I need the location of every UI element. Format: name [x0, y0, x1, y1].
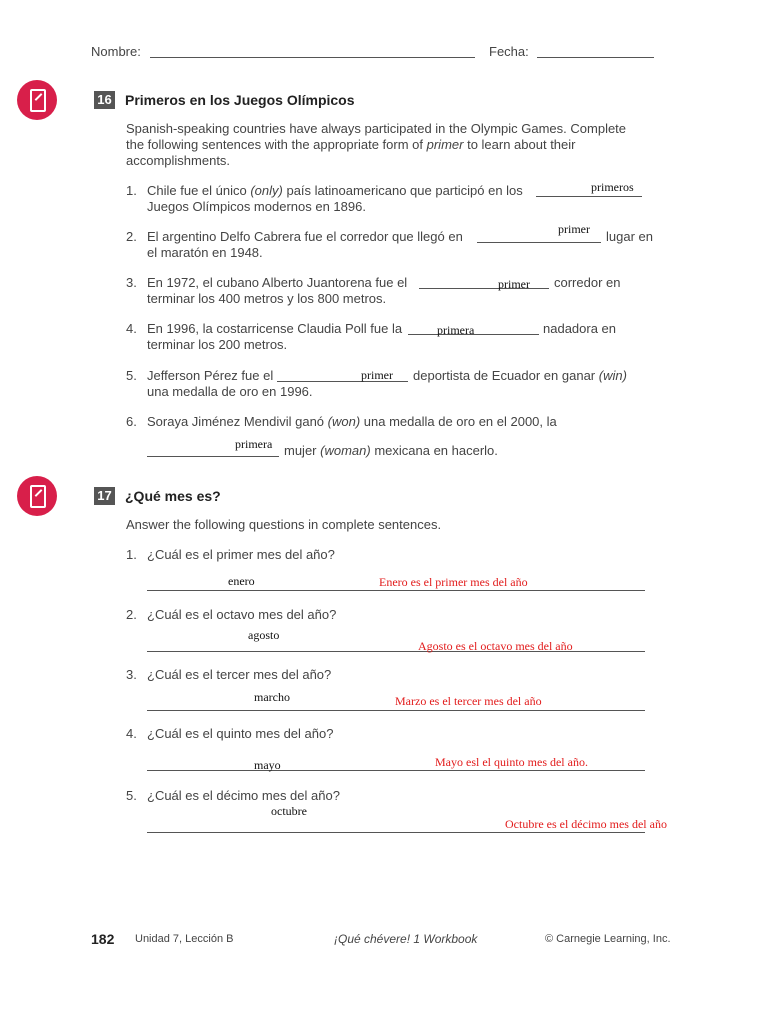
activity-17-title: ¿Qué mes es?: [125, 488, 221, 504]
text: (won): [327, 414, 361, 429]
text: (woman): [320, 443, 371, 458]
item-text-line2: terminar los 200 metros.: [147, 337, 288, 352]
handwritten-answer: agosto: [248, 628, 280, 642]
item-text-line2: una medalla de oro en 1996.: [147, 384, 313, 399]
tablet-icon[interactable]: [17, 80, 57, 120]
item-text: En 1996, la costarricense Claudia Poll fue la: [147, 321, 403, 336]
item-number: 1.: [126, 183, 137, 198]
activity-number-17: 17: [94, 487, 115, 505]
question-text: ¿Cuál es el quinto mes del año?: [147, 726, 334, 741]
handwritten-answer: mayo: [254, 758, 281, 772]
handwritten-answer: primera: [235, 437, 273, 451]
intro-text: to learn about their: [463, 137, 576, 152]
item-text-line2: [284, 443, 498, 458]
answer-blank[interactable]: [536, 196, 642, 197]
text: Soraya Jiménez Mendivil ganó: [147, 414, 328, 429]
handwritten-answer: primera: [437, 323, 475, 337]
copyright: © Carnegie Learning, Inc.: [545, 933, 671, 945]
item-number: 5.: [126, 368, 137, 383]
handwritten-answer: primer: [361, 368, 393, 382]
answer-line[interactable]: [147, 770, 645, 771]
answer-sentence: Enero es el primer mes del año: [379, 575, 528, 589]
item-text: lugar en: [606, 229, 653, 244]
item-text: [413, 368, 627, 383]
answer-sentence: Marzo es el tercer mes del año: [395, 694, 542, 708]
question-text: ¿Cuál es el tercer mes del año?: [147, 667, 332, 682]
text: (only): [250, 183, 283, 198]
text: país latinoamericano que participó en los: [282, 183, 523, 198]
question-text: ¿Cuál es el décimo mes del año?: [147, 788, 340, 803]
handwritten-answer: primer: [558, 222, 590, 236]
item-number: 2.: [126, 229, 137, 244]
question-number: 3.: [126, 667, 137, 682]
intro-text: the following sentences with the appropriate form of: [126, 137, 427, 152]
date-field[interactable]: [537, 57, 654, 58]
book-title: ¡Qué chévere! 1 Workbook: [334, 932, 478, 946]
item-text: Jefferson Pérez fue el: [147, 368, 274, 383]
question-number: 2.: [126, 607, 137, 622]
activity-16-intro-line2: [126, 137, 576, 152]
text: una medalla de oro en el 2000, la: [360, 414, 557, 429]
activity-17-intro: Answer the following questions in complete sentences.: [126, 517, 442, 532]
item-text-line2: Juegos Olímpicos modernos en 1896.: [147, 199, 366, 214]
handwritten-answer: marcho: [254, 690, 290, 704]
item-text: [147, 183, 523, 198]
page-number: 182: [91, 931, 115, 947]
answer-sentence: Octubre es el décimo mes del año: [505, 817, 667, 831]
intro-italic: primer: [426, 137, 464, 152]
question-number: 4.: [126, 726, 137, 741]
answer-blank[interactable]: [477, 242, 601, 243]
item-text: [147, 414, 557, 429]
item-text: corredor en: [554, 275, 621, 290]
text: (win): [598, 368, 627, 383]
question-text: ¿Cuál es el primer mes del año?: [147, 547, 335, 562]
answer-sentence: Mayo esl el quinto mes del año.: [435, 755, 588, 769]
item-number: 4.: [126, 321, 137, 336]
answer-line[interactable]: [147, 590, 645, 591]
unit-label: Unidad 7, Lección B: [135, 933, 234, 945]
item-number: 6.: [126, 414, 137, 429]
handwritten-answer: primeros: [591, 180, 634, 194]
date-label: Fecha:: [489, 44, 529, 59]
handwritten-answer: primer: [498, 277, 530, 291]
answer-blank[interactable]: [147, 456, 279, 457]
answer-line[interactable]: [147, 710, 645, 711]
item-text: El argentino Delfo Cabrera fue el corredor que llegó en: [147, 229, 463, 244]
answer-line[interactable]: [147, 832, 645, 833]
name-label: Nombre:: [91, 44, 141, 59]
activity-16-title: Primeros en los Juegos Olímpicos: [125, 92, 355, 108]
name-field[interactable]: [150, 57, 475, 58]
activity-16-intro-line1: Spanish-speaking countries have always participated in the Olympic Games. Complete: [126, 121, 627, 136]
question-number: 5.: [126, 788, 137, 803]
text: mexicana en hacerlo.: [370, 443, 498, 458]
text: mujer: [284, 443, 321, 458]
activity-16-intro-line3: accomplishments.: [126, 153, 231, 168]
answer-sentence: Agosto es el octavo mes del año: [418, 639, 573, 653]
question-number: 1.: [126, 547, 137, 562]
question-text: ¿Cuál es el octavo mes del año?: [147, 607, 337, 622]
item-text-line2: terminar los 400 metros y los 800 metros.: [147, 291, 387, 306]
activity-number-16: 16: [94, 91, 115, 109]
text: deportista de Ecuador en ganar: [413, 368, 599, 383]
item-text: En 1972, el cubano Alberto Juantorena fue el: [147, 275, 408, 290]
item-text: nadadora en: [543, 321, 617, 336]
text: Chile fue el único: [147, 183, 251, 198]
tablet-icon[interactable]: [17, 476, 57, 516]
handwritten-answer: octubre: [271, 804, 307, 818]
item-text-line2: el maratón en 1948.: [147, 245, 263, 260]
handwritten-answer: enero: [228, 574, 255, 588]
item-number: 3.: [126, 275, 137, 290]
